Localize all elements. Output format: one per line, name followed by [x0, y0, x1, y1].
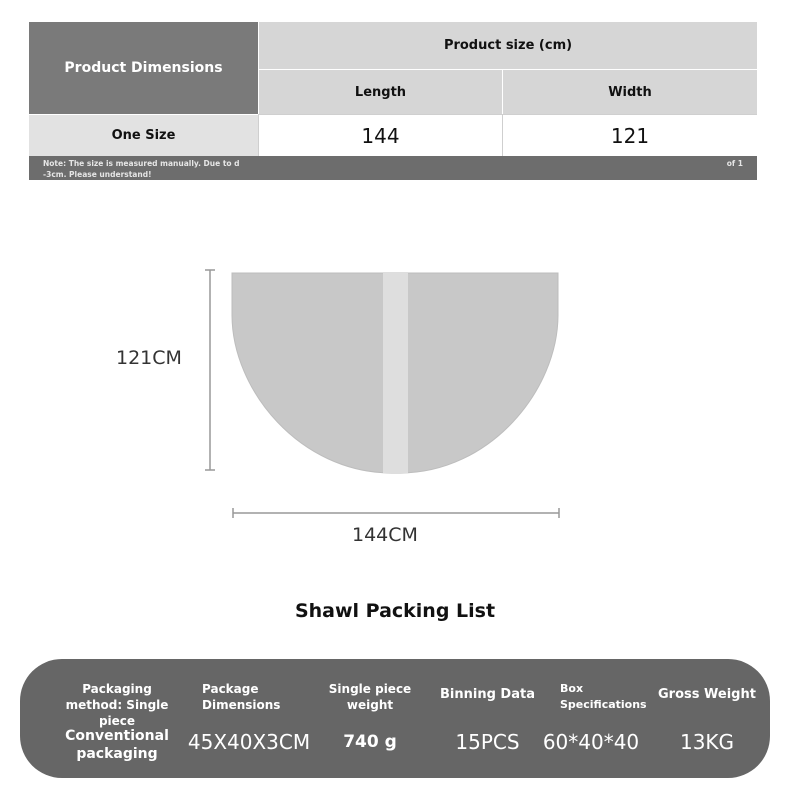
col-gross-weight [652, 659, 762, 778]
header-product-size: Product size (cm) [258, 22, 757, 70]
size-table [29, 22, 757, 180]
shawl-diagram [0, 260, 790, 560]
note-line-tail: of 1 [726, 159, 743, 168]
col-header: Package Dimensions [202, 682, 281, 712]
col-header: Box Specifications [560, 682, 647, 711]
col-header: Single piece weight [328, 682, 412, 712]
packing-list-panel [20, 659, 770, 778]
col-packaging-method [42, 659, 192, 778]
col-binning-data [435, 659, 540, 778]
col-value: Conventional packaging [65, 728, 169, 762]
col-value: 60*40*40 [542, 730, 640, 754]
col-single-piece-weight [320, 659, 420, 778]
col-value: 45X40X3CM [187, 730, 311, 754]
cell-width-value: 121 [502, 114, 757, 156]
packing-list-title: Shawl Packing List [294, 600, 496, 622]
cell-length-value: 144 [258, 114, 502, 156]
col-header: Packaging method: Single piece [65, 682, 169, 728]
col-package-dimensions [184, 659, 314, 778]
note-line-1: Note: The size is measured manually. Due to d [43, 159, 240, 168]
col-header: Gross Weight [658, 687, 756, 702]
shawl-illustration [0, 260, 790, 560]
note-line-2: -3cm. Please understand! [43, 170, 152, 179]
col-box-specifications [536, 659, 646, 778]
col-value: 13KG [679, 730, 735, 754]
shawl-center-strip [383, 273, 408, 473]
col-header: Binning Data [440, 687, 535, 702]
header-product-dimensions: Product Dimensions [29, 22, 258, 114]
width-label: 144CM [352, 524, 418, 546]
header-width: Width [502, 70, 757, 114]
col-value: 740 g [343, 732, 397, 752]
height-label: 121CM [116, 347, 182, 369]
row-label-one-size: One Size [29, 114, 258, 156]
col-value: 15PCS [455, 730, 520, 754]
measurement-note [29, 156, 757, 180]
header-length: Length [258, 70, 502, 114]
